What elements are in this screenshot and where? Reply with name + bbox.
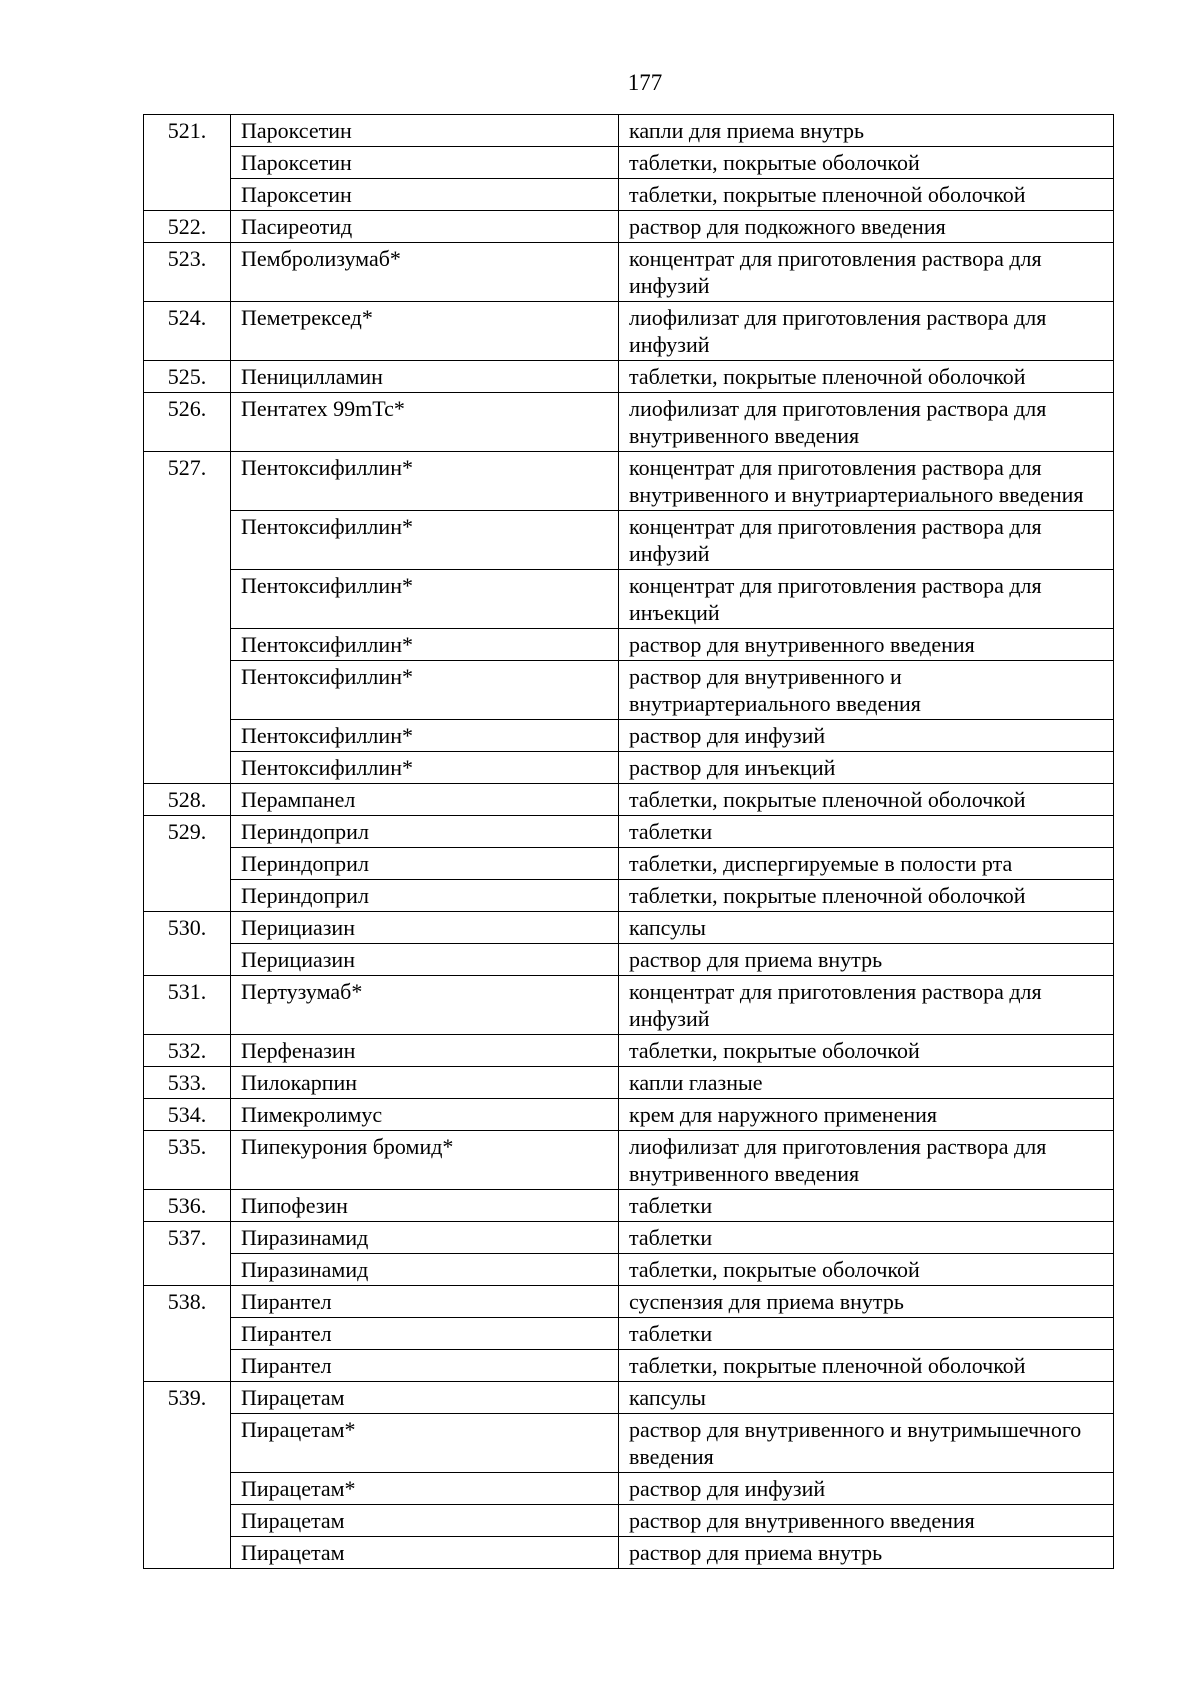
item-number: 538.: [144, 1286, 231, 1382]
table-row: [144, 115, 1114, 147]
drug-name: Пентоксифиллин*: [231, 752, 619, 784]
item-number: 532.: [144, 1035, 231, 1067]
dosage-form: лиофилизат для приготовления раствора для внутривенного введения: [619, 393, 1114, 452]
page-number: 177: [627, 70, 663, 95]
table-row: [144, 629, 1114, 661]
table-row: [144, 661, 1114, 720]
dosage-form: концентрат для приготовления раствора для инфузий: [619, 243, 1114, 302]
item-number: 536.: [144, 1190, 231, 1222]
table-row: [144, 944, 1114, 976]
item-number: 531.: [144, 976, 231, 1035]
drug-name: Периндоприл: [231, 848, 619, 880]
dosage-form: раствор для подкожного введения: [619, 211, 1114, 243]
drug-table-body: [144, 115, 1114, 1569]
dosage-form: капсулы: [619, 912, 1114, 944]
drug-name: Пароксетин: [231, 147, 619, 179]
drug-name: Пентоксифиллин*: [231, 629, 619, 661]
drug-name: Пирантел: [231, 1286, 619, 1318]
item-number: 527.: [144, 452, 231, 784]
table-row: [144, 570, 1114, 629]
item-number: 535.: [144, 1131, 231, 1190]
drug-name: Пеметрексед*: [231, 302, 619, 361]
table-row: [144, 179, 1114, 211]
drug-name: Пентоксифиллин*: [231, 661, 619, 720]
drug-name: Пирантел: [231, 1318, 619, 1350]
drug-name: Периндоприл: [231, 880, 619, 912]
drug-name: Пимекролимус: [231, 1099, 619, 1131]
table-row: [144, 147, 1114, 179]
item-number: 529.: [144, 816, 231, 912]
drug-name: Пентоксифиллин*: [231, 720, 619, 752]
item-number: 523.: [144, 243, 231, 302]
drug-name: Пентатех 99mTc*: [231, 393, 619, 452]
drug-name: Перициазин: [231, 944, 619, 976]
item-number: 524.: [144, 302, 231, 361]
dosage-form: таблетки, покрытые оболочкой: [619, 1035, 1114, 1067]
dosage-form: капли глазные: [619, 1067, 1114, 1099]
drug-name: Пирацетам: [231, 1537, 619, 1569]
dosage-form: таблетки: [619, 1318, 1114, 1350]
dosage-form: крем для наружного применения: [619, 1099, 1114, 1131]
item-number: 525.: [144, 361, 231, 393]
item-number: 526.: [144, 393, 231, 452]
drug-name: Пентоксифиллин*: [231, 452, 619, 511]
dosage-form: капли для приема внутрь: [619, 115, 1114, 147]
dosage-form: раствор для инъекций: [619, 752, 1114, 784]
drug-name: Пертузумаб*: [231, 976, 619, 1035]
dosage-form: раствор для внутривенного введения: [619, 629, 1114, 661]
table-row: [144, 1190, 1114, 1222]
drug-name: Пирантел: [231, 1350, 619, 1382]
dosage-form: таблетки: [619, 1190, 1114, 1222]
table-row: [144, 361, 1114, 393]
dosage-form: раствор для приема внутрь: [619, 1537, 1114, 1569]
dosage-form: капсулы: [619, 1382, 1114, 1414]
drug-name: Перфеназин: [231, 1035, 619, 1067]
dosage-form: таблетки: [619, 816, 1114, 848]
item-number: 537.: [144, 1222, 231, 1286]
dosage-form: лиофилизат для приготовления раствора для внутривенного введения: [619, 1131, 1114, 1190]
dosage-form: лиофилизат для приготовления раствора для инфузий: [619, 302, 1114, 361]
drug-name: Пиразинамид: [231, 1254, 619, 1286]
table-row: [144, 1382, 1114, 1414]
dosage-form: таблетки, покрытые пленочной оболочкой: [619, 361, 1114, 393]
table-row: [144, 1537, 1114, 1569]
table-row: [144, 784, 1114, 816]
drug-name: Пасиреотид: [231, 211, 619, 243]
table-row: [144, 1035, 1114, 1067]
table-row: [144, 1414, 1114, 1473]
drug-name: Пирацетам*: [231, 1414, 619, 1473]
drug-name: Пентоксифиллин*: [231, 511, 619, 570]
dosage-form: таблетки, покрытые оболочкой: [619, 1254, 1114, 1286]
drug-name: Пилокарпин: [231, 1067, 619, 1099]
table-row: [144, 752, 1114, 784]
dosage-form: таблетки, покрытые пленочной оболочкой: [619, 880, 1114, 912]
dosage-form: раствор для внутривенного введения: [619, 1505, 1114, 1537]
table-row: [144, 1067, 1114, 1099]
item-number: 539.: [144, 1382, 231, 1569]
dosage-form: раствор для приема внутрь: [619, 944, 1114, 976]
dosage-form: раствор для внутривенного и внутриартериального введения: [619, 661, 1114, 720]
dosage-form: таблетки, покрытые пленочной оболочкой: [619, 1350, 1114, 1382]
drug-name: Периндоприл: [231, 816, 619, 848]
drug-name: Пирацетам*: [231, 1473, 619, 1505]
dosage-form: таблетки: [619, 1222, 1114, 1254]
table-row: [144, 880, 1114, 912]
table-row: [144, 1099, 1114, 1131]
item-number: 528.: [144, 784, 231, 816]
table-row: [144, 1350, 1114, 1382]
drug-name: Пентоксифиллин*: [231, 570, 619, 629]
dosage-form: таблетки, покрытые пленочной оболочкой: [619, 784, 1114, 816]
dosage-form: концентрат для приготовления раствора для инфузий: [619, 511, 1114, 570]
table-row: [144, 816, 1114, 848]
dosage-form: концентрат для приготовления раствора для инъекций: [619, 570, 1114, 629]
item-number: 522.: [144, 211, 231, 243]
table-row: [144, 302, 1114, 361]
table-row: [144, 1473, 1114, 1505]
drug-name: Пароксетин: [231, 179, 619, 211]
dosage-form: суспензия для приема внутрь: [619, 1286, 1114, 1318]
dosage-form: концентрат для приготовления раствора для внутривенного и внутриартериального введения: [619, 452, 1114, 511]
drug-name: Перициазин: [231, 912, 619, 944]
table-row: [144, 1131, 1114, 1190]
table-row: [144, 211, 1114, 243]
dosage-form: раствор для внутривенного и внутримышечного введения: [619, 1414, 1114, 1473]
table-row: [144, 452, 1114, 511]
dosage-form: таблетки, диспергируемые в полости рта: [619, 848, 1114, 880]
item-number: 521.: [144, 115, 231, 211]
dosage-form: раствор для инфузий: [619, 1473, 1114, 1505]
table-row: [144, 976, 1114, 1035]
table-row: [144, 848, 1114, 880]
drug-name: Пиразинамид: [231, 1222, 619, 1254]
drug-table: [143, 114, 1114, 1569]
table-row: [144, 1318, 1114, 1350]
table-row: [144, 1286, 1114, 1318]
drug-name: Пирацетам: [231, 1382, 619, 1414]
dosage-form: концентрат для приготовления раствора для инфузий: [619, 976, 1114, 1035]
drug-name: Пеницилламин: [231, 361, 619, 393]
drug-name: Пипофезин: [231, 1190, 619, 1222]
table-row: [144, 511, 1114, 570]
drug-name: Пароксетин: [231, 115, 619, 147]
drug-name: Пирацетам: [231, 1505, 619, 1537]
drug-name: Перампанел: [231, 784, 619, 816]
item-number: 534.: [144, 1099, 231, 1131]
item-number: 533.: [144, 1067, 231, 1099]
table-row: [144, 393, 1114, 452]
table-row: [144, 1505, 1114, 1537]
table-row: [144, 1222, 1114, 1254]
dosage-form: таблетки, покрытые оболочкой: [619, 147, 1114, 179]
dosage-form: таблетки, покрытые пленочной оболочкой: [619, 179, 1114, 211]
table-row: [144, 1254, 1114, 1286]
table-row: [144, 720, 1114, 752]
item-number: 530.: [144, 912, 231, 976]
table-row: [144, 912, 1114, 944]
table-row: [144, 243, 1114, 302]
dosage-form: раствор для инфузий: [619, 720, 1114, 752]
drug-name: Пембролизумаб*: [231, 243, 619, 302]
drug-name: Пипекурония бромид*: [231, 1131, 619, 1190]
